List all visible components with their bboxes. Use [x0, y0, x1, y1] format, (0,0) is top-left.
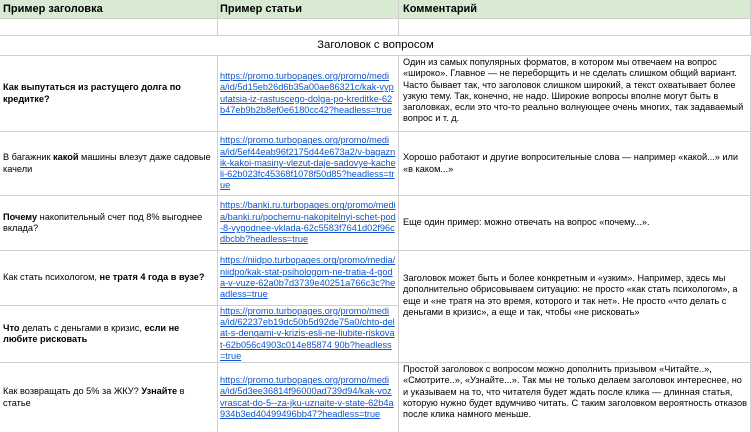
comment-cell[interactable]	[399, 196, 751, 250]
title-cell[interactable]	[0, 363, 218, 432]
table-row	[0, 56, 751, 132]
title-segment: Почему	[3, 211, 38, 222]
title-text	[3, 152, 214, 175]
header-title-column[interactable]: Пример заголовка	[0, 0, 218, 18]
article-link[interactable]: https://promo.turbopages.org/promo/media/id/5d15eb26d6b35a00ae86321c/kak-vyputatsia-iz-rastuscego-dolga-po-kreditke-62b47eb9b2b8ef0e6180cc42?headless=true	[220, 70, 394, 115]
empty-cell[interactable]	[399, 19, 751, 35]
title-segment: машины влезут даже садовые качели	[3, 152, 211, 174]
title-cell[interactable]	[0, 132, 218, 195]
title-cell[interactable]	[0, 251, 218, 305]
title-cell[interactable]	[0, 306, 218, 362]
section-row[interactable]	[0, 36, 751, 56]
article-link[interactable]: https://promo.turbopages.org/promo/media/id/5ef44eab96f2175d44e673a2/v-bagaznik-kakoi-masiny-vlezut-daje-sadovye-kacheli-62b023fc45368f1078f50d85?headless=true	[220, 135, 396, 191]
title-segment: если не любите рисковать	[3, 322, 180, 344]
title-segment: Что	[3, 322, 20, 333]
title-text	[3, 82, 214, 105]
article-link[interactable]: https://banki.ru.turbopages.org/promo/media/banki.ru/pochemu-nakopitelnyi-schet-pod-8-vygodnee-vklada-62c5583f7641d02f96cdbcbb?headless=true	[220, 200, 396, 245]
title-segment: не тратя 4 года в вузе?	[99, 272, 205, 283]
title-text	[3, 212, 214, 235]
article-link[interactable]: https://promo.turbopages.org/promo/media/id/62237eb19dc50b5d92de75a0/chto-delat-s-dengami-v-krizis-esli-ne-liubite-riskovat-62b056c4903c014e85874 90b?headless=true	[220, 306, 395, 361]
article-cell[interactable]	[218, 306, 399, 362]
comment-cell[interactable]: Простой заголовок с вопросом можно дополнить призывом «Читайте..», «Смотрите..», «Узнайте...». Так мы не только делаем заголовок интереснее, но и указываем на то, что читателя будет ждать после клика — длинная статья, которую нужно будет вдумчиво читать. С таким заголовком вероятность отказов после клика намного меньше.	[399, 363, 751, 432]
table-row	[0, 251, 751, 317]
table-row	[0, 196, 751, 251]
header-article-column[interactable]: Пример статьи	[218, 0, 399, 18]
section-title: Заголовок с вопросом	[317, 39, 434, 51]
comment-cell[interactable]	[399, 132, 751, 195]
title-segment: делать с деньгами в кризис,	[19, 322, 145, 333]
title-text	[3, 323, 214, 346]
header-row	[0, 0, 751, 19]
title-cell[interactable]	[0, 196, 218, 250]
title-segment: Как стать психологом,	[3, 272, 100, 283]
comment-cell[interactable]: Один из самых популярных форматов, в котором мы отвечаем на вопрос «широко». Главное — не переборщить и не сделать слишком общий вариант. Часто бывает так, что заголовок слишком широкий, а текст охватывает более узкую тему. Так, конечно, не надо. Широкие вопросы вполне могут быть в заголовках, если это что-то реально волнующее очень многих, так задаваемый вопрос и т. д.	[399, 56, 751, 131]
article-link[interactable]: https://promo.turbopages.org/promo/media/id/5d3ee36814f96000ad739d94/kak-vozvrascat-do-5--za-jku-uznaite-v-state-62b4a934b3ed40499496bb47?headless=true	[220, 374, 394, 419]
comment-text: Еще один пример: можно отвечать на вопрос «почему...».	[403, 217, 650, 228]
table-row	[0, 132, 751, 196]
article-cell[interactable]	[218, 196, 399, 250]
title-text	[3, 272, 205, 283]
title-segment: В багажник	[3, 152, 54, 163]
title-segment: накопительный счет под 8% выгоднее вклада?	[3, 211, 203, 233]
article-cell[interactable]	[218, 56, 399, 131]
empty-cell[interactable]	[0, 19, 218, 35]
title-text	[3, 386, 214, 409]
title-segment: Как выпутаться из растущего долга по кредитке?	[3, 82, 181, 104]
empty-row	[0, 19, 751, 36]
article-link[interactable]: https://niidpo.turbopages.org/promo/media/niidpo/kak-stat-psihologom-ne-tratia-4-goda-v-vuze-62a0b7d3739e40251a766c3c?headless=true	[220, 255, 396, 300]
header-comment-column[interactable]: Комментарий	[399, 0, 751, 18]
comment-text: Хорошо работают и другие вопросительные слова — например «какой...» или «в каком...»	[403, 152, 739, 174]
title-cell[interactable]	[0, 56, 218, 131]
title-segment: в статье	[3, 386, 185, 408]
title-segment: Как возвращать до 5% за ЖКУ?	[3, 386, 142, 397]
table-row	[0, 363, 751, 432]
title-segment: какой	[53, 152, 79, 163]
empty-cell[interactable]	[218, 19, 399, 35]
comment-cell[interactable]: Заголовок может быть и более конкретным и «узким». Например, здесь мы дополнительно обрисовываем ситуацию: не просто «как стать психологом», а еще и «не тратя на это время, которого и так нет». Не просто «что делать с деньгами в кризис», а еще и так, чтобы «не рисковать»	[399, 251, 751, 362]
article-cell[interactable]	[218, 132, 399, 195]
article-cell[interactable]	[218, 363, 399, 432]
title-segment: Узнайте	[141, 386, 178, 397]
article-cell[interactable]	[218, 251, 399, 305]
